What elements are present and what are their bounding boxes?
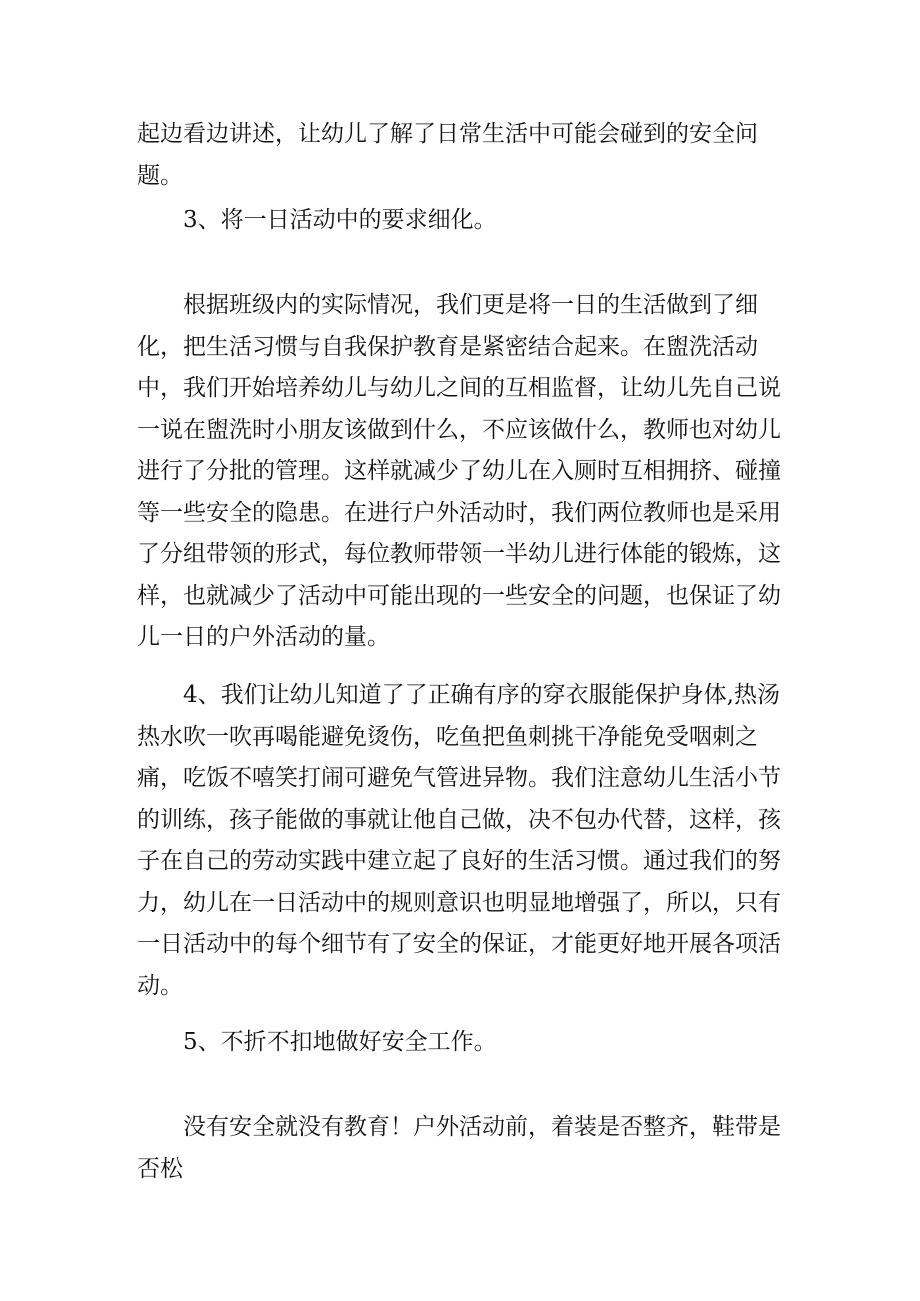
paragraph-daily-routine: 根据班级内的实际情况，我们更是将一日的生活做到了细化，把生活习惯与自我保护教育是紧密结合起来。在盥洗活动中，我们开始培养幼儿与幼儿之间的互相监督，让幼儿先自己说一说在盥洗时小朋友该做到什么，不应该做什么，教师也对幼儿进行了分批的管理。这样就减少了幼儿在入厕时互相拥挤、碰撞等一些安全的隐患。在进行户外活动时，我们两位教师也是采用了分组带领的形式，每位教师带领一半幼儿进行体能的锻炼，这样，也就减少了活动中可能出现的一些安全的问题，也保证了幼儿一日的户外活动的量。: [137, 292, 781, 650]
section-heading-3: 3、将一日活动中的要求细化。: [183, 207, 497, 233]
paragraph-continuation: 起边看边讲述，让幼儿了解了日常生活中可能会碰到的安全问题。: [137, 121, 758, 189]
paragraph-life-skills: 4、我们让幼儿知道了了正确有序的穿衣服能保护身体,热汤热水吹一吹再喝能避免烫伤，吃鱼把鱼刺挑干净能免受咽刺之痛，吃饭不嘻笑打闹可避免气管进异物。我们注意幼儿生活小节的训练，孩子能做的事就让他自己做，决不包办代替，这样，孩子在自己的劳动实践中建立起了良好的生活习惯。通过我们的努力，幼儿在一日活动中的规则意识也明显地增强了，所以，只有一日活动中的每个细节有了安全的保证，才能更好地开展各项活动。: [137, 682, 781, 999]
section-heading-5: 5、不折不扣地做好安全工作。: [183, 1029, 497, 1055]
paragraph-safety-first: 没有安全就没有教育！户外活动前，着装是否整齐，鞋带是否松: [137, 1114, 781, 1182]
